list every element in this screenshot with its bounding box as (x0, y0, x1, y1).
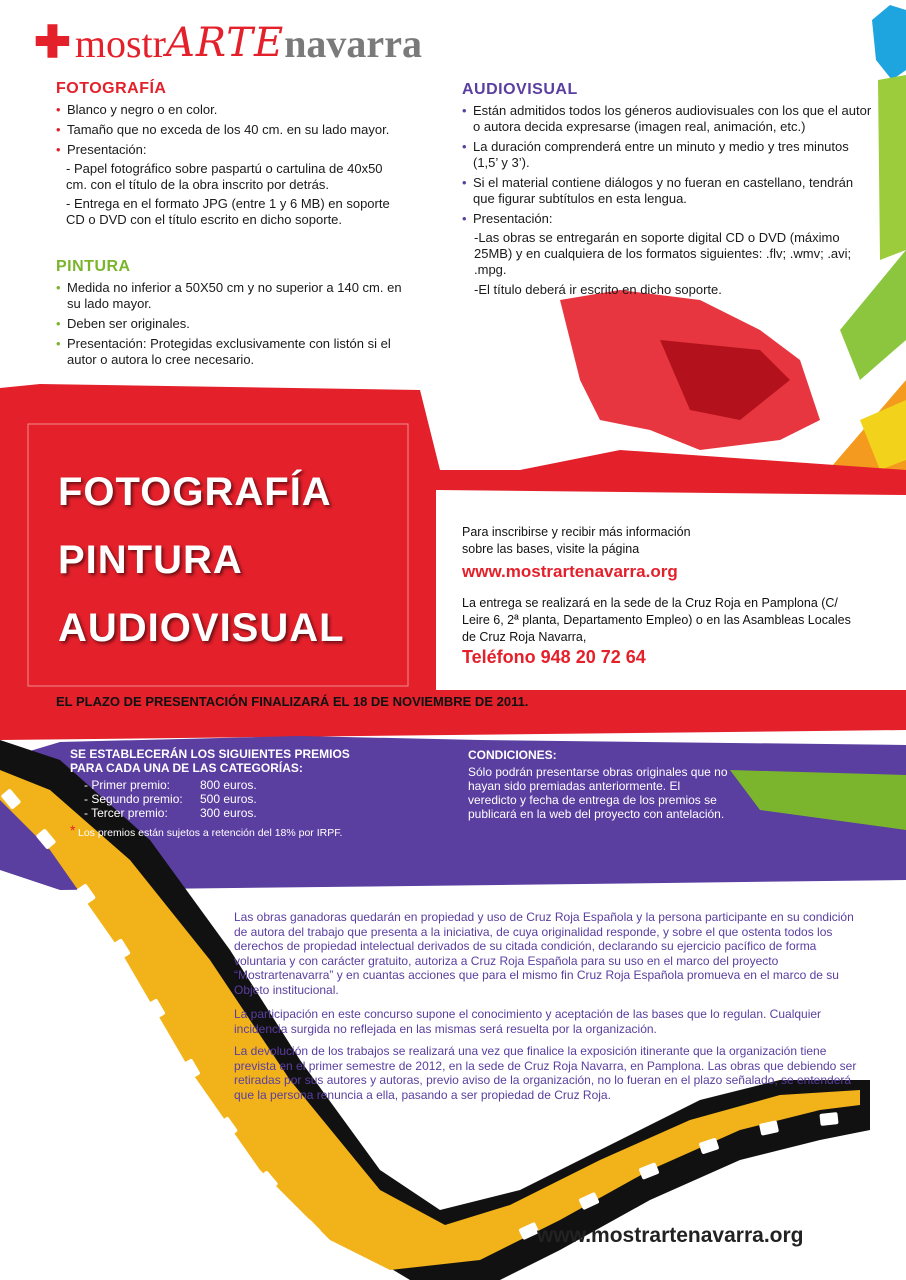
prize-row (84, 778, 350, 792)
red-cross-icon: ✚ (34, 18, 71, 67)
deadline-notice: EL PLAZO DE PRESENTACIÓN FINALIZARÁ EL 18 DE NOVIEMBRE DE 2011. (56, 694, 529, 709)
prize-label: - Segundo premio: (84, 792, 183, 806)
pintura-heading: PINTURA (56, 258, 131, 275)
legal-paragraph-1: Las obras ganadoras quedarán en propiedad y uso de Cruz Roja Española y la persona participante en su condición de autora del trabajo que presenta a la iniciativa, de cuya originalidad responde, y sobre el que ostenta todos los derechos de propiedad intelectual derivados de su citada condición, declarando su ejercicio pacífico de forma voluntaria y con carácter gratuito, autoriza a Cruz Roja Española para su uso en el marco del proyecto “Mostrartenavarra” y en cuantas acciones que para el mismo fin Cruz Roja Española promueva en el marco de su Objeto institucional. (234, 910, 854, 997)
prize-amount: 500 euros. (200, 792, 257, 806)
fotografia-sub-1: - Papel fotográfico sobre paspartú o cartulina de 40x50 cm. con el título de la obra inscrito por detrás. (66, 161, 383, 192)
prize-label: - Tercer premio: (84, 806, 168, 820)
condiciones-text: Sólo podrán presentarse obras originales que no hayan sido premiadas anteriormente. El veredicto y fecha de entrega de los premios se publicará en la web del proyecto con antelación. (468, 765, 728, 821)
logo-part-mostr: mostr (74, 20, 166, 66)
blue-splash (872, 5, 906, 80)
delivery-info: La entrega se realizará en la sede de la Cruz Roja en Pamplona (C/ Leire 6, 2ª planta, Departamento Empleo) o en las Asambleas Locales de Cruz Roja Navarra, (462, 596, 851, 644)
prize-amount: 300 euros. (200, 806, 257, 820)
footer-website-link[interactable]: www.mostrartenavarra.org (537, 1224, 804, 1247)
pintura-section (56, 258, 412, 368)
list-item: • Blanco y negro o en color. (56, 102, 406, 118)
logo (34, 18, 422, 68)
premios-title-1: SE ESTABLECERÁN LOS SIGUIENTES PREMIOS (70, 747, 350, 761)
audiovisual-section (462, 81, 874, 298)
list-item: • Medida no inferior a 50X50 cm y no superior a 140 cm. en su lado mayor. (56, 280, 412, 312)
list-item: • Tamaño que no exceda de los 40 cm. en su lado mayor. (56, 122, 406, 138)
fotografia-list (56, 102, 406, 158)
list-item: • Si el material contiene diálogos y no fueran en castellano, tendrán que figurar subtítulos en esta lengua. (462, 175, 874, 207)
premios-section (70, 747, 350, 840)
pintura-list (56, 280, 412, 368)
list-item: • Presentación: (56, 142, 406, 158)
category-fotografia: FOTOGRAFÍA (58, 470, 332, 514)
legal-paragraph-2: La participación en este concurso supone el conocimiento y aceptación de las bases que lo regulan. Cualquier incidencia surgida no reflejada en las mismas será resuelta por la organización. (234, 1007, 822, 1036)
audiovisual-list (462, 103, 874, 227)
prize-label: - Primer premio: (84, 778, 171, 792)
prize-row (84, 806, 350, 820)
green-vertical-brush (878, 75, 906, 260)
info-intro: Para inscribirse y recibir más información sobre las bases, visite la página (462, 525, 691, 556)
list-item: • Deben ser originales. (56, 316, 412, 332)
list-item: • Presentación: (462, 211, 874, 227)
condiciones-title: CONDICIONES: (468, 748, 557, 762)
legal-paragraph-3: La devolución de los trabajos se realizará una vez que finalice la exposición itinerante que la organización tiene prevista en el primer semestre de 2012, en la sede de Cruz Roja Navarra, en Pamplona. Las obras que debiendo ser retiradas por sus autores y autoras, previo aviso de la organización, no lo fueran en el plazo señalado, se entenderá que la persona renuncia a ella, pasando a ser propiedad de Cruz Roja. (234, 1044, 857, 1102)
logo-part-arte: ARTE (166, 20, 285, 66)
fotografia-section (56, 80, 406, 228)
category-audiovisual: AUDIOVISUAL (58, 606, 345, 650)
condiciones-section (468, 748, 728, 821)
phone-number: Teléfono 948 20 72 64 (462, 647, 646, 667)
audiovisual-sub-2: -El título deberá ir escrito en dicho soporte. (474, 282, 722, 297)
prize-row (84, 792, 350, 806)
fotografia-sub-2: - Entrega en el formato JPG (entre 1 y 6 MB) en soporte CD o DVD con el título escrito en dicho soporte. (66, 196, 390, 227)
logo-part-navarra: navarra (284, 20, 422, 66)
list-item: • Están admitidos todos los géneros audiovisuales con los que el autor o autora decida expresarse (imagen real, animación, etc.) (462, 103, 874, 135)
category-pintura: PINTURA (58, 538, 243, 582)
fotografia-heading: FOTOGRAFÍA (56, 80, 167, 97)
list-item: • La duración comprenderá entre un minuto y medio y tres minutos (1,5’ y 3’). (462, 139, 874, 171)
premios-note: * Los premios están sujetos a retención del 18% por IRPF. (78, 826, 350, 840)
list-item: • Presentación: Protegidas exclusivamente con listón si el autor o autora lo cree necesario. (56, 336, 412, 368)
prize-amount: 800 euros. (200, 778, 257, 792)
website-link[interactable]: www.mostrartenavarra.org (462, 562, 678, 581)
audiovisual-heading: AUDIOVISUAL (462, 81, 578, 98)
audiovisual-sub-1: -Las obras se entregarán en soporte digital CD o DVD (máximo 25MB) y en cualquiera de los formatos siguientes: .flv; .wmv; .avi; .mpg. (474, 230, 852, 277)
premios-title-2: PARA CADA UNA DE LAS CATEGORÍAS: (70, 761, 303, 775)
